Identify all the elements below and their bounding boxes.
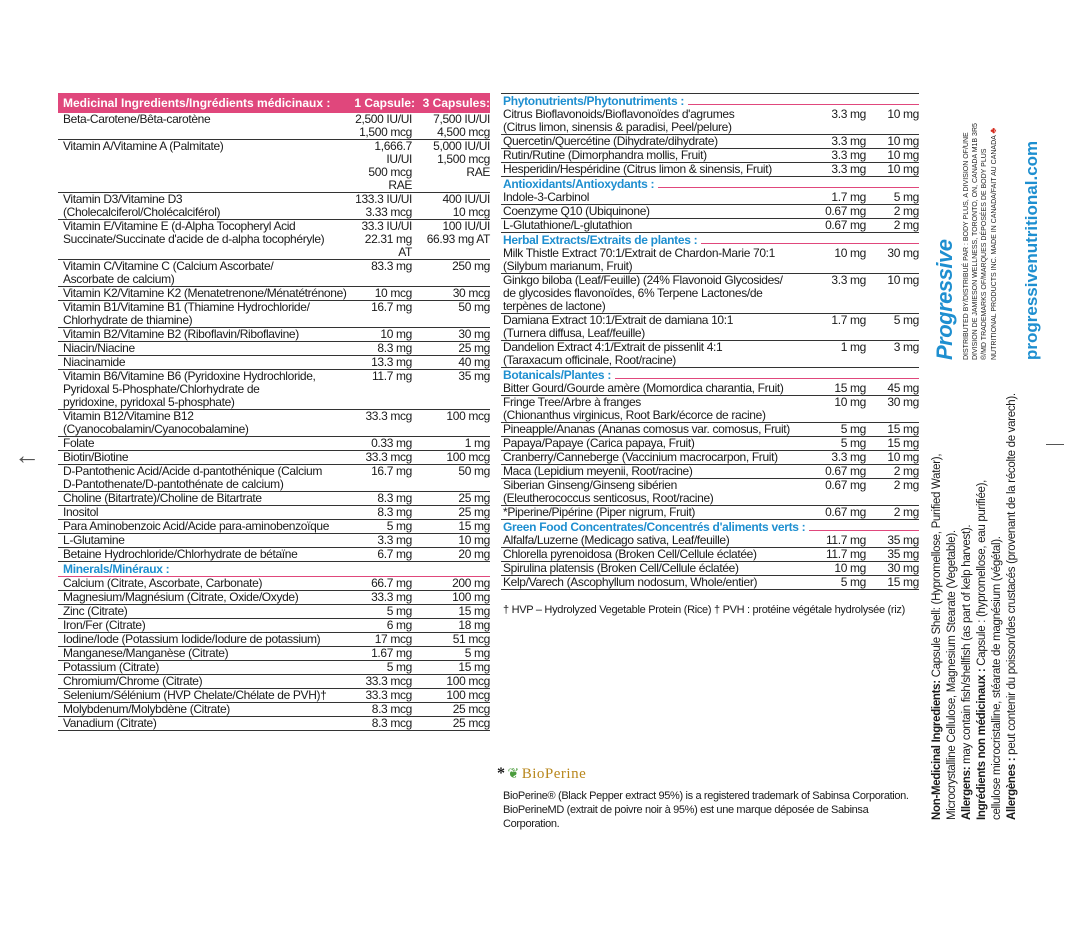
table-row xyxy=(501,341,919,368)
ingredient-name: Alfalfa/Luzerne (Medicago sativa, Leaf/feuille) xyxy=(503,533,730,547)
table-row xyxy=(58,492,490,506)
ingredient-name: Milk Thistle Extract 70:1/Extrait de Chardon-Marie 70:1 (Silybum marianum, Fruit) xyxy=(503,246,775,273)
ingredient-name: Rutin/Rutine (Dimorphandra mollis, Fruit) xyxy=(503,148,707,162)
one-capsule-amount: 1,666.7 IU/UI 500 mcg RAE xyxy=(368,139,412,192)
one-capsule-amount: 3.3 mg xyxy=(831,162,866,176)
one-capsule-amount: 5 mg xyxy=(840,422,866,436)
ingredient-name: Quercetin/Quercétine (Dihydrate/dihydrate) xyxy=(503,134,718,148)
three-capsule-amount: 1 mg xyxy=(464,436,490,450)
three-capsule-amount: 25 mcg xyxy=(452,702,490,716)
three-capsule-amount: 45 mg xyxy=(887,381,919,395)
table-row xyxy=(501,191,919,205)
table-row xyxy=(58,260,490,287)
one-capsule-amount: 5 mg xyxy=(386,519,412,533)
section-title-text: Botanicals/Plantes : xyxy=(503,368,612,382)
one-capsule-amount: 5 mg xyxy=(840,436,866,450)
three-capsule-amount: 35 mg xyxy=(458,369,490,383)
header-ingredients: Medicinal Ingredients/Ingrédients médicinaux : xyxy=(63,96,331,110)
table-row xyxy=(58,328,490,342)
ingredient-name: Papaya/Papaye (Carica papaya, Fruit) xyxy=(503,436,695,450)
one-capsule-amount: 0.67 mg xyxy=(825,204,866,218)
table-row xyxy=(501,479,919,506)
leaf-icon: ❦ xyxy=(507,766,520,782)
three-capsule-amount: 250 mg xyxy=(452,259,490,273)
ingredient-name: *Piperine/Pipérine (Piper nigrum, Fruit) xyxy=(503,505,696,519)
ingredient-name: Vitamin E/Vitamine E (d-Alpha Tocopheryl Acid Succinate/Succinate d'acide de d-alpha tocophéryle) xyxy=(63,219,325,246)
ingredient-name: Zinc (Citrate) xyxy=(63,604,128,618)
brand-logo: Progressive xyxy=(932,239,957,360)
table-row xyxy=(501,274,919,314)
non-medicinal-panel xyxy=(930,360,1040,820)
table-row xyxy=(58,506,490,520)
one-capsule-amount: 10 mg xyxy=(834,561,866,575)
table-row xyxy=(501,423,919,437)
three-capsule-amount: 2 mg xyxy=(893,218,919,232)
three-capsule-amount: 100 mg xyxy=(452,590,490,604)
maple-leaf-icon: ♣ xyxy=(988,127,998,134)
one-capsule-amount: 33.3 mcg xyxy=(365,688,412,702)
ingredient-name: Inositol xyxy=(63,505,99,519)
three-capsule-amount: 30 mcg xyxy=(452,286,490,300)
section-title xyxy=(501,233,919,247)
ingredient-name: Vitamin B6/Vitamine B6 (Pyridoxine Hydrochloride, Pyridoxal 5-Phosphate/Chlorhydrate de pyridoxine, pyridoxal 5-phosphate) xyxy=(63,369,316,409)
section-divider xyxy=(658,186,919,188)
vitamin-rows xyxy=(58,113,490,562)
ingredient-name: Biotin/Biotine xyxy=(63,450,129,464)
ingredient-name: Spirulina platensis (Broken Cell/Cellule éclatée) xyxy=(503,561,739,575)
table-row xyxy=(501,247,919,274)
medicinal-ingredients-table xyxy=(58,93,490,731)
ingredient-name: Vitamin D3/Vitamine D3 (Cholecalciferol/Cholécalciférol) xyxy=(63,192,221,219)
ingredient-name: Kelp/Varech (Ascophyllum nodosum, Whole/entier) xyxy=(503,575,758,589)
table-row xyxy=(58,703,490,717)
ingredient-name: Vitamin K2/Vitamine K2 (Menatetrenone/Ménatétrénone) xyxy=(63,286,347,300)
three-capsule-amount: 2 mg xyxy=(893,478,919,492)
ingredient-name: Betaine Hydrochloride/Chlorhydrate de bétaïne xyxy=(63,547,298,561)
three-capsule-amount: 15 mg xyxy=(458,660,490,674)
three-capsule-amount: 2 mg xyxy=(893,204,919,218)
one-capsule-amount: 6 mg xyxy=(386,618,412,632)
ingredient-name: Vitamin A/Vitamine A (Palmitate) xyxy=(63,139,224,153)
three-capsule-amount: 35 mg xyxy=(887,547,919,561)
ingredient-name: Vanadium (Citrate) xyxy=(63,716,157,730)
table-row xyxy=(58,437,490,451)
three-capsule-amount: 100 IU/UI 66.93 mg AT xyxy=(426,219,490,246)
section-title-text: Green Food Concentrates/Concentrés d'aliments verts : xyxy=(503,520,806,534)
one-capsule-amount: 15 mg xyxy=(834,381,866,395)
nmi-fr-line: cellulose microcristalline, stéarate de magnésium (végétal). xyxy=(991,536,1003,820)
table-row xyxy=(58,356,490,370)
table-row xyxy=(501,465,919,479)
bioperine-wordmark: BioPerine xyxy=(521,765,587,782)
ingredient-name: Manganese/Manganèse (Citrate) xyxy=(63,646,229,660)
three-capsule-amount: 15 mg xyxy=(458,519,490,533)
table-row xyxy=(58,577,490,591)
one-capsule-amount: 5 mg xyxy=(386,660,412,674)
distributor-line: DIVISION DE JAMIESON WELLNESS, TORONTO, ON, CANADA M1B 3R5 xyxy=(972,123,979,360)
allergens-label: Allergens: xyxy=(961,766,973,820)
table-row xyxy=(58,591,490,605)
next-indicator-icon[interactable] xyxy=(1046,444,1064,445)
one-capsule-amount: 83.3 mg xyxy=(371,259,412,273)
one-capsule-amount: 0.67 mg xyxy=(825,464,866,478)
table-row xyxy=(501,163,919,177)
three-capsule-amount: 18 mg xyxy=(458,618,490,632)
table-row xyxy=(501,205,919,219)
ingredient-name: Vitamin C/Vitamine C (Calcium Ascorbate/ Ascorbate de calcium) xyxy=(63,259,274,286)
one-capsule-amount: 6.7 mg xyxy=(377,547,412,561)
nmi-label: Non-Medicinal Ingredients: xyxy=(931,680,943,820)
one-capsule-amount: 0.67 mg xyxy=(825,505,866,519)
ingredient-name: L-Glutamine xyxy=(63,533,125,547)
section-divider xyxy=(688,103,919,105)
made-in-canada-line xyxy=(989,100,999,360)
ingredient-name: Fringe Tree/Arbre à franges (Chionanthus virginicus, Root Bark/écorce de racine) xyxy=(503,395,766,422)
ingredient-name: Maca (Lepidium meyenii, Root/racine) xyxy=(503,464,693,478)
ingredient-name: Hesperidin/Hespéridine (Citrus limon & sinensis, Fruit) xyxy=(503,162,772,176)
one-capsule-amount: 0.67 mg xyxy=(825,218,866,232)
one-capsule-amount: 3.3 mg xyxy=(377,533,412,547)
section-title-text: Herbal Extracts/Extraits de plantes : xyxy=(503,233,698,247)
three-capsule-amount: 5 mg xyxy=(893,313,919,327)
allergens-fr-label: Allergènes : xyxy=(1006,757,1018,820)
one-capsule-amount: 11.7 mg xyxy=(371,369,412,383)
three-capsule-amount: 10 mg xyxy=(887,134,919,148)
distributor-line: DISTRIBUTED BY/DISTRIBUÉ PAR : BODY PLUS, A DIVISION OF/UNE xyxy=(963,132,970,360)
one-capsule-amount: 8.3 mg xyxy=(377,341,412,355)
ingredient-name: Indole-3-Carbinol xyxy=(503,190,590,204)
ingredient-name: Potassium (Citrate) xyxy=(63,660,160,674)
three-capsule-amount: 35 mg xyxy=(887,533,919,547)
one-capsule-amount: 10 mcg xyxy=(374,286,412,300)
three-capsule-amount: 30 mg xyxy=(887,246,919,260)
one-capsule-amount: 33.3 mcg xyxy=(365,450,412,464)
ingredient-name: Chlorella pyrenoidosa (Broken Cell/Cellule éclatée) xyxy=(503,547,757,561)
table-row xyxy=(501,382,919,396)
one-capsule-amount: 8.3 mg xyxy=(377,491,412,505)
allergens-fr-text: peut contenir du poisson/des crustacés (provenant de la récolte de varech). xyxy=(1006,393,1018,758)
ingredient-name: Para Aminobenzoic Acid/Acide para-aminobenzoïque xyxy=(63,519,330,533)
table-row xyxy=(501,506,919,520)
three-capsule-amount: 15 mg xyxy=(887,436,919,450)
table-row xyxy=(58,520,490,534)
ingredient-name: Molybdenum/Molybdène (Citrate) xyxy=(63,702,230,716)
one-capsule-amount: 8.3 mcg xyxy=(371,716,412,730)
one-capsule-amount: 16.7 mg xyxy=(371,300,412,314)
three-capsule-amount: 100 mcg xyxy=(446,674,490,688)
minerals-section-title: Minerals/Minéraux : xyxy=(58,562,490,577)
ingredient-name: Calcium (Citrate, Ascorbate, Carbonate) xyxy=(63,576,263,590)
table-row xyxy=(58,451,490,465)
table-row xyxy=(58,619,490,633)
three-capsule-amount: 25 mg xyxy=(458,341,490,355)
section-title-text: Antioxidants/Antioxydants : xyxy=(503,177,655,191)
mineral-rows xyxy=(58,577,490,731)
three-capsule-amount: 10 mg xyxy=(887,107,919,121)
table-row xyxy=(58,605,490,619)
one-capsule-amount: 33.3 mg xyxy=(371,590,412,604)
ingredient-name: Vitamin B1/Vitamine B1 (Thiamine Hydrochloride/ Chlorhydrate de thiamine) xyxy=(63,300,310,327)
one-capsule-amount: 0.33 mg xyxy=(371,436,412,450)
three-capsule-amount: 51 mcg xyxy=(452,632,490,646)
table-header xyxy=(58,93,490,113)
table-row xyxy=(501,534,919,548)
bioperine-trademark-en: BioPerine® (Black Pepper extract 95%) is a registered trademark of Sabinsa Corporation. xyxy=(503,790,909,802)
one-capsule-amount: 133.3 IU/UI 3.33 mcg xyxy=(355,192,412,219)
three-capsule-amount: 25 mcg xyxy=(452,716,490,730)
nmi-fr-label: Ingrédients non médicinaux : xyxy=(976,668,988,820)
one-capsule-amount: 33.3 mcg xyxy=(365,409,412,423)
ingredient-name: Niacin/Niacine xyxy=(63,341,135,355)
ingredient-name: Citrus Bioflavonoids/Bioflavonoïdes d'agrumes (Citrus limon, sinensis & paradisi, Peel/pelure) xyxy=(503,107,735,134)
table-row xyxy=(58,717,490,731)
table-row xyxy=(501,135,919,149)
ingredient-sections xyxy=(501,94,919,590)
ingredient-name: D-Pantothenic Acid/Acide d-pantothénique (Calcium D-Pantothenate/D-pantothénate de calcium) xyxy=(63,464,323,491)
three-capsule-amount: 20 mg xyxy=(458,547,490,561)
one-capsule-amount: 33.3 IU/UI 22.31 mg AT xyxy=(361,219,412,259)
ingredient-name: Niacinamide xyxy=(63,355,126,369)
section-title xyxy=(501,177,919,191)
table-row xyxy=(58,661,490,675)
three-capsule-amount: 400 IU/UI 10 mcg xyxy=(442,192,490,219)
three-capsule-amount: 10 mg xyxy=(887,162,919,176)
table-row xyxy=(501,149,919,163)
section-divider xyxy=(701,242,919,244)
table-row xyxy=(58,287,490,301)
allergens-line xyxy=(960,360,975,820)
ingredient-name: Dandelion Extract 4:1/Extrait de pissenlit 4:1 (Taraxacum officinale, Root/racine) xyxy=(503,340,723,367)
header-three-capsules: 3 Capsules: xyxy=(422,96,490,110)
ingredient-name: Chromium/Chrome (Citrate) xyxy=(63,674,203,688)
table-row xyxy=(58,140,490,193)
three-capsule-amount: 30 mg xyxy=(458,327,490,341)
three-capsule-amount: 3 mg xyxy=(893,340,919,354)
table-row xyxy=(58,193,490,220)
previous-arrow-icon[interactable]: ← xyxy=(14,440,40,470)
three-capsule-amount: 2 mg xyxy=(893,464,919,478)
other-ingredients-table xyxy=(501,93,919,616)
table-row xyxy=(58,301,490,328)
one-capsule-amount: 2,500 IU/UI 1,500 mcg xyxy=(355,112,412,139)
ingredient-name: Choline (Bitartrate)/Choline de Bitartrate xyxy=(63,491,262,505)
trademark-line: ®/MD TRADEMARKS OF/MARQUES DÉPOSÉES DE BODY PLUS xyxy=(981,148,988,360)
ingredient-name: Selenium/Sélénium (HVP Chelate/Chélate de PVH)† xyxy=(63,688,327,702)
allergens-fr-line xyxy=(1005,360,1020,820)
one-capsule-amount: 13.3 mg xyxy=(371,355,412,369)
bioperine-block xyxy=(497,765,927,831)
made-in-canada-text: NUTRITIONAL PRODUCTS INC. MADE IN CANADA/FAIT AU CANADA xyxy=(991,135,998,360)
section-title-text: Phytonutrients/Phytonutriments : xyxy=(503,94,685,108)
nmi-fr-text: Capsule : (hypromellose, eau purifiée), xyxy=(976,479,988,669)
hvp-footnote: † HVP – Hydrolyzed Vegetable Protein (Rice) † PVH : protéine végétale hydrolysée (riz) xyxy=(503,604,905,616)
table-row xyxy=(501,576,919,590)
one-capsule-amount: 1.67 mg xyxy=(371,646,412,660)
one-capsule-amount: 3.3 mg xyxy=(831,273,866,287)
one-capsule-amount: 3.3 mg xyxy=(831,450,866,464)
three-capsule-amount: 7,500 IU/UI 4,500 mcg xyxy=(433,112,490,139)
three-capsule-amount: 15 mg xyxy=(458,604,490,618)
one-capsule-amount: 3.3 mg xyxy=(831,134,866,148)
three-capsule-amount: 40 mg xyxy=(458,355,490,369)
section-title xyxy=(501,94,919,108)
table-row xyxy=(58,675,490,689)
one-capsule-amount: 3.3 mg xyxy=(831,107,866,121)
ingredient-name: Ginkgo biloba (Leaf/Feuille) (24% Flavonoid Glycosides/ de glycosides flavonoïdes, 6% Terpene Lactones/de terpènes de lactone) xyxy=(503,273,783,313)
ingredient-name: Siberian Ginseng/Ginseng sibérien (Eleutherococcus senticosus, Root/racine) xyxy=(503,478,714,505)
section-divider xyxy=(615,377,919,379)
one-capsule-amount: 10 mg xyxy=(834,246,866,260)
one-capsule-amount: 66.7 mg xyxy=(371,576,412,590)
nmi-fr-line xyxy=(975,360,990,820)
ingredient-name: Iodine/Iode (Potassium Iodide/Iodure de potassium) xyxy=(63,632,321,646)
three-capsule-amount: 15 mg xyxy=(887,575,919,589)
table-row xyxy=(58,220,490,260)
table-row xyxy=(501,437,919,451)
section-divider xyxy=(809,529,919,531)
three-capsule-amount: 50 mg xyxy=(458,464,490,478)
three-capsule-amount: 5 mg xyxy=(893,190,919,204)
table-row xyxy=(58,342,490,356)
three-capsule-amount: 10 mg xyxy=(887,148,919,162)
table-row xyxy=(58,689,490,703)
table-row xyxy=(58,548,490,562)
one-capsule-amount: 17 mcg xyxy=(374,632,412,646)
ingredient-name: Folate xyxy=(63,436,95,450)
three-capsule-amount: 5 mg xyxy=(464,646,490,660)
table-row xyxy=(501,219,919,233)
ingredient-name: Damiana Extract 10:1/Extrait de damiana 10:1 (Turnera diffusa, Leaf/feuille) xyxy=(503,313,734,340)
ingredient-name: L-Glutathione/L-glutathion xyxy=(503,218,632,232)
ingredient-name: Pineapple/Ananas (Ananas comosus var. comosus, Fruit) xyxy=(503,422,790,436)
one-capsule-amount: 0.67 mg xyxy=(825,478,866,492)
one-capsule-amount: 16.7 mg xyxy=(371,464,412,478)
table-row xyxy=(58,465,490,492)
ingredient-name: Magnesium/Magnésium (Citrate, Oxide/Oxyde) xyxy=(63,590,299,604)
three-capsule-amount: 25 mg xyxy=(458,505,490,519)
table-row xyxy=(58,370,490,410)
table-row xyxy=(501,314,919,341)
table-row xyxy=(501,451,919,465)
ingredient-name: Vitamin B2/Vitamine B2 (Riboflavin/Riboflavine) xyxy=(63,327,299,341)
three-capsule-amount: 10 mg xyxy=(887,450,919,464)
nmi-line xyxy=(930,360,945,820)
header-one-capsule: 1 Capsule: xyxy=(354,96,415,110)
one-capsule-amount: 1.7 mg xyxy=(831,313,866,327)
table-row xyxy=(501,396,919,423)
nmi-line: Microcrystalline Cellulose, Magnesium Stearate (Vegetable). xyxy=(946,530,958,820)
three-capsule-amount: 15 mg xyxy=(887,422,919,436)
three-capsule-amount: 100 mcg xyxy=(446,450,490,464)
table-row xyxy=(58,633,490,647)
three-capsule-amount: 2 mg xyxy=(893,505,919,519)
brand-panel xyxy=(930,100,1050,360)
three-capsule-amount: 30 mg xyxy=(887,561,919,575)
ingredient-name: Beta-Carotene/Bêta-carotène xyxy=(63,112,211,126)
ingredient-name: Vitamin B12/Vitamine B12 (Cyanocobalamin/Cyanocobalamine) xyxy=(63,409,249,436)
one-capsule-amount: 5 mg xyxy=(386,604,412,618)
ingredient-name: Bitter Gourd/Gourde amère (Momordica charantia, Fruit) xyxy=(503,381,784,395)
ingredient-name: Coenzyme Q10 (Ubiquinone) xyxy=(503,204,650,218)
three-capsule-amount: 200 mg xyxy=(452,576,490,590)
three-capsule-amount: 100 mcg xyxy=(446,688,490,702)
allergens-text: may contain fish/shellfish (as part of kelp harvest). xyxy=(961,524,973,767)
ingredient-name: Iron/Fer (Citrate) xyxy=(63,618,146,632)
one-capsule-amount: 11.7 mg xyxy=(825,533,866,547)
one-capsule-amount: 8.3 mcg xyxy=(371,702,412,716)
three-capsule-amount: 25 mg xyxy=(458,491,490,505)
table-row xyxy=(501,108,919,135)
three-capsule-amount: 10 mg xyxy=(458,533,490,547)
section-title xyxy=(501,520,919,534)
section-title xyxy=(501,368,919,382)
one-capsule-amount: 1 mg xyxy=(840,340,866,354)
website-link[interactable]: progressivenutritional.com xyxy=(1022,140,1041,360)
table-row xyxy=(501,562,919,576)
one-capsule-amount: 1.7 mg xyxy=(831,190,866,204)
one-capsule-amount: 33.3 mcg xyxy=(365,674,412,688)
one-capsule-amount: 8.3 mg xyxy=(377,505,412,519)
ingredient-name: Cranberry/Canneberge (Vaccinium macrocarpon, Fruit) xyxy=(503,450,778,464)
asterisk: * xyxy=(497,765,506,782)
bioperine-trademark-fr: BioPerineMD (extrait de poivre noir à 95%) est une marque déposée de Sabinsa Corporation. xyxy=(503,804,869,830)
table-row xyxy=(58,410,490,437)
table-row xyxy=(58,647,490,661)
one-capsule-amount: 10 mg xyxy=(380,327,412,341)
nmi-text: Capsule Shell: (Hypromellose, Purified Water), xyxy=(931,453,943,681)
distributor-info xyxy=(962,100,999,360)
three-capsule-amount: 30 mg xyxy=(887,395,919,409)
one-capsule-amount: 5 mg xyxy=(840,575,866,589)
three-capsule-amount: 5,000 IU/UI 1,500 mcg RAE xyxy=(433,139,490,179)
one-capsule-amount: 10 mg xyxy=(834,395,866,409)
table-row xyxy=(58,113,490,140)
three-capsule-amount: 10 mg xyxy=(887,273,919,287)
table-row xyxy=(58,534,490,548)
bioperine-logo xyxy=(497,765,927,783)
one-capsule-amount: 11.7 mg xyxy=(825,547,866,561)
table-row xyxy=(501,548,919,562)
three-capsule-amount: 50 mg xyxy=(458,300,490,314)
one-capsule-amount: 3.3 mg xyxy=(831,148,866,162)
three-capsule-amount: 100 mcg xyxy=(446,409,490,423)
